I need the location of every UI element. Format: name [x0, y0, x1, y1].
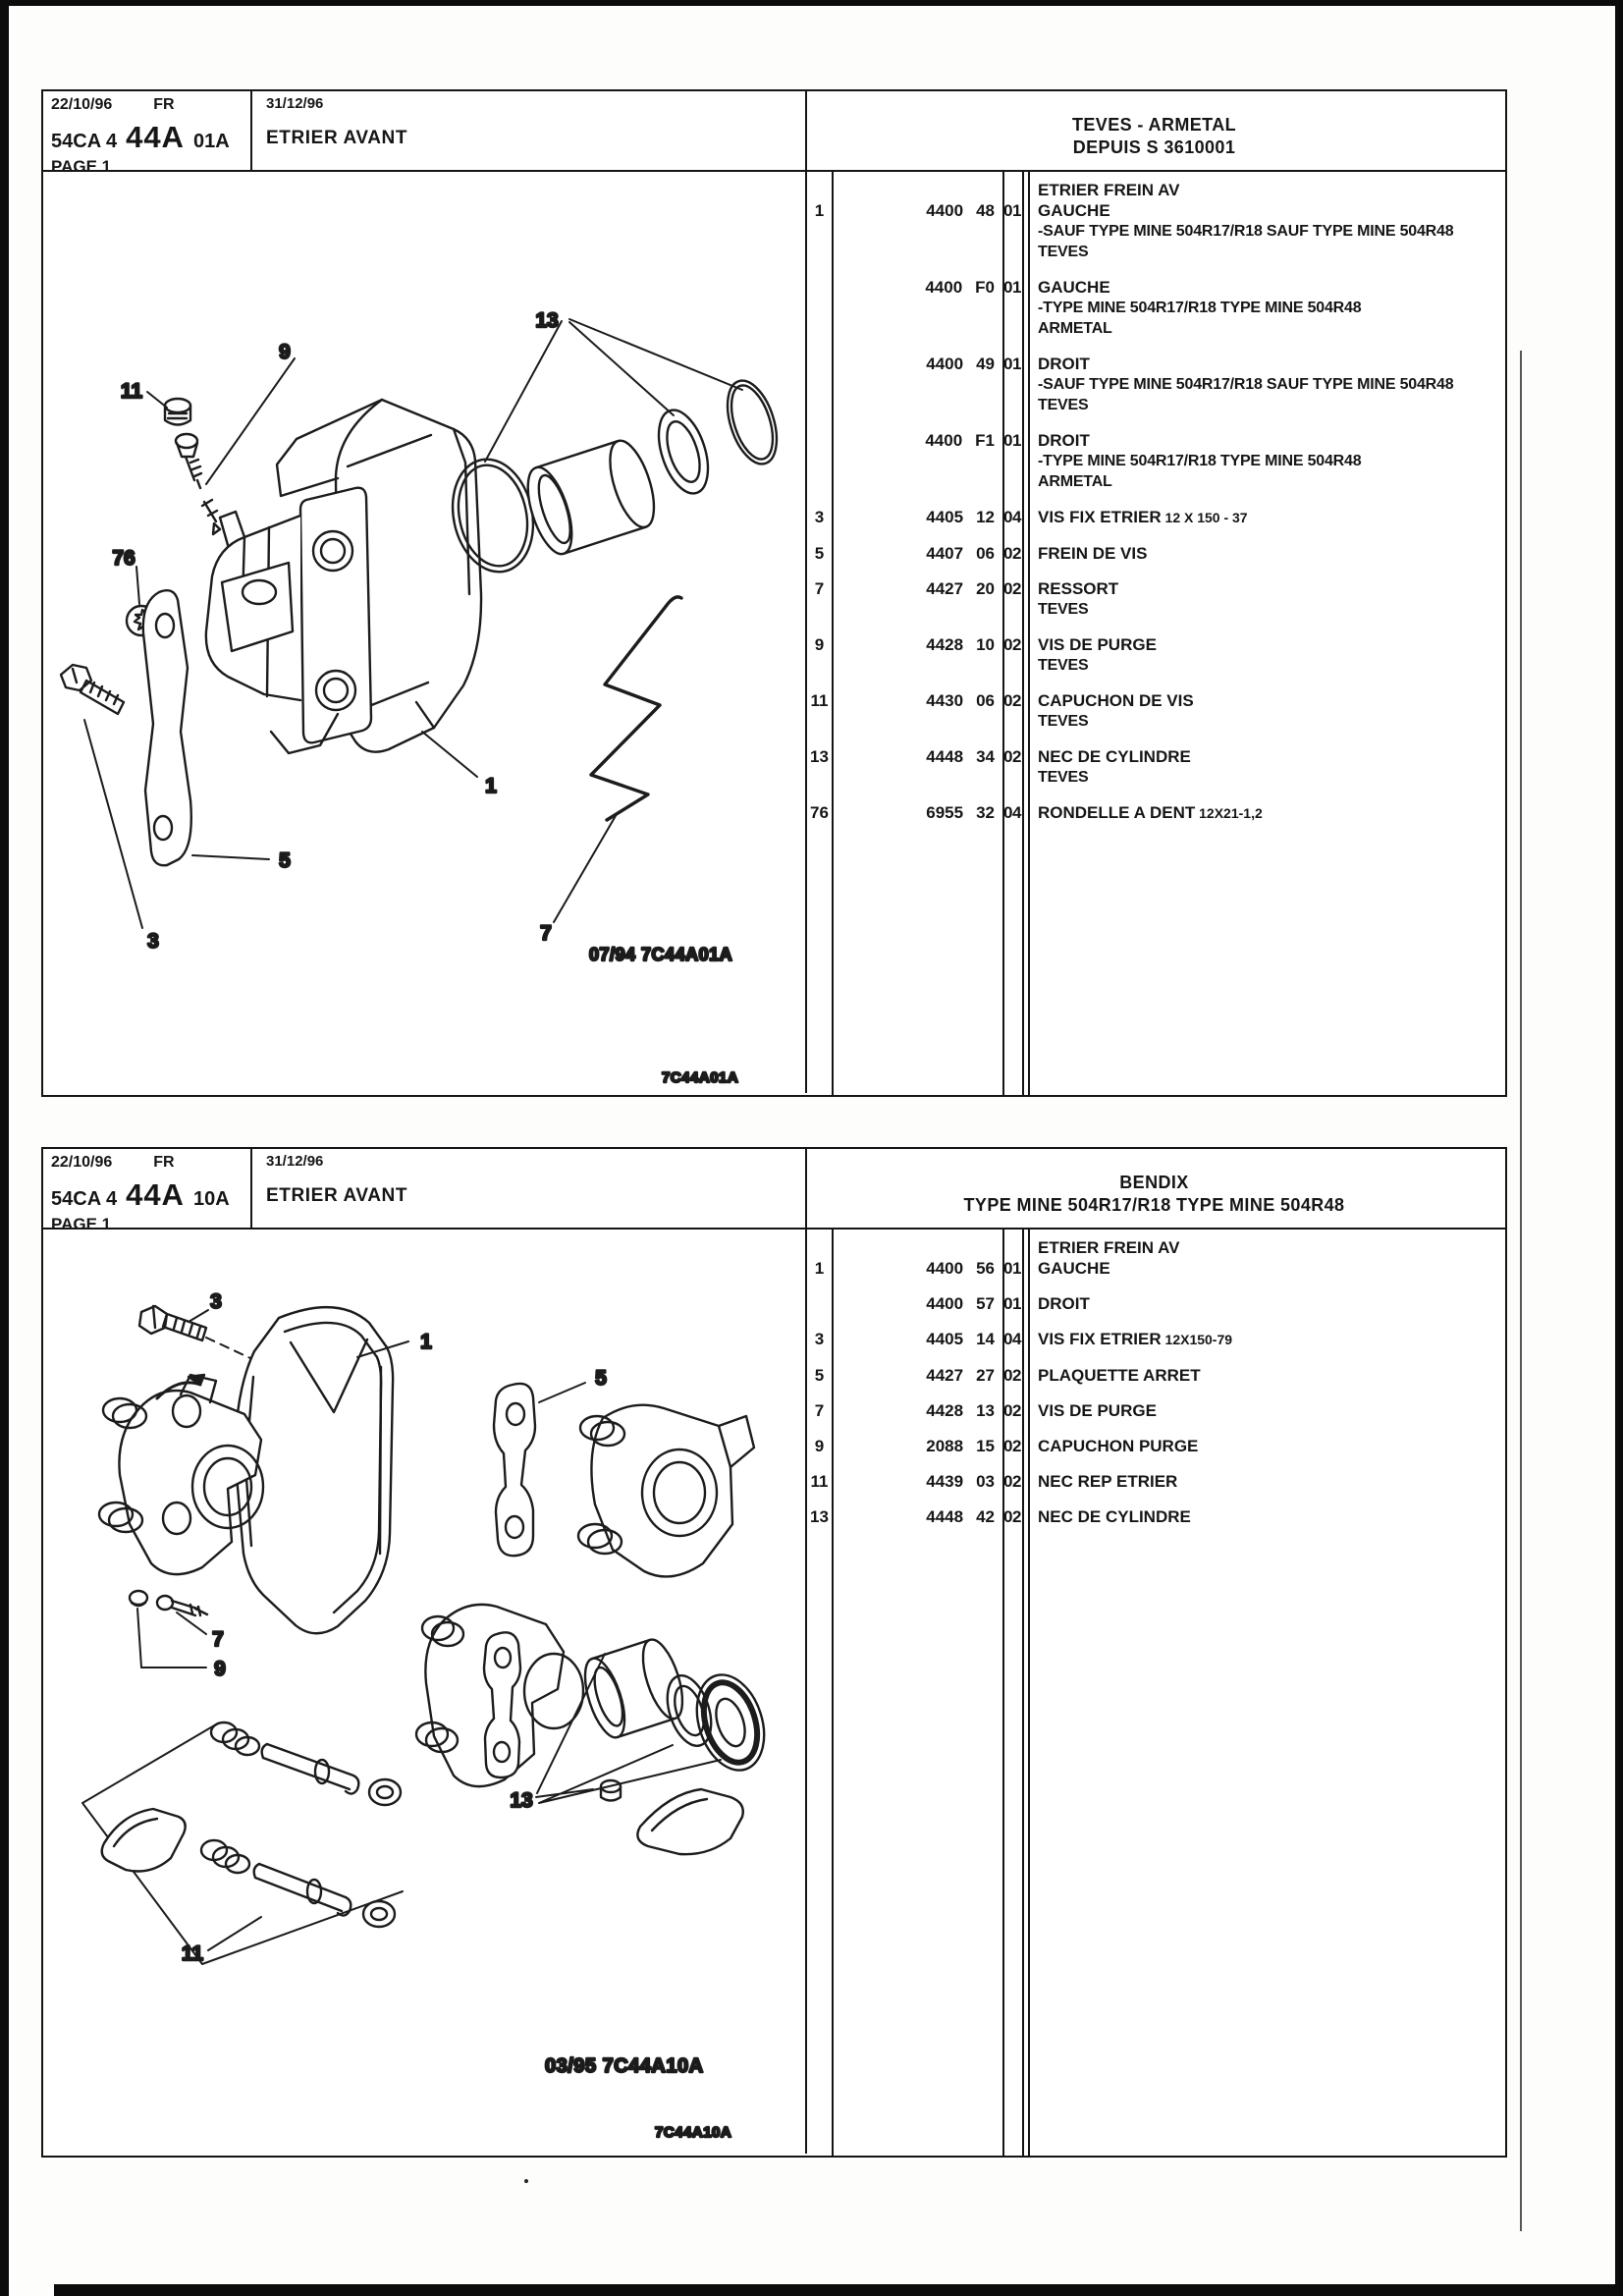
part-note: ARMETAL [1038, 320, 1112, 337]
part-label: NEC REP ETRIER [1038, 1472, 1178, 1491]
catalog-panel-bendix [41, 1147, 1507, 2158]
part-number [832, 578, 1002, 620]
callout-11: 11 [181, 1942, 204, 1965]
part-row [807, 1400, 1505, 1421]
part-row [807, 746, 1505, 788]
header-date-right: 31/12/96 [266, 1153, 324, 1170]
header-page-label: PAGE 1 [51, 157, 112, 176]
part-qty: 02 [1003, 1507, 1021, 1526]
bleed-cap-drawing [130, 1591, 147, 1606]
part-ref: 1 [814, 1259, 825, 1278]
part-qty: 02 [1003, 579, 1021, 598]
part-number [832, 430, 1002, 492]
part-ref: 3 [814, 1330, 825, 1348]
part-desc [1032, 802, 1505, 824]
part-number-group2: 03 [976, 1472, 995, 1491]
column-gap [1022, 690, 1032, 732]
header-code-main: 44A [126, 1177, 185, 1212]
part-row [807, 1471, 1505, 1492]
part-qty: 01 [1003, 1294, 1021, 1313]
part-row [807, 1237, 1505, 1279]
column-gap [1022, 1329, 1032, 1350]
bleed-screw-drawing [176, 434, 220, 534]
part-ref: 1 [814, 201, 825, 220]
part-number-group2: 42 [976, 1507, 995, 1526]
part-desc [1032, 543, 1505, 564]
part-number-group2: 20 [976, 579, 995, 598]
part-label: CAPUCHON PURGE [1038, 1437, 1199, 1455]
part-qty: 02 [1003, 544, 1021, 563]
part-number-group2: 06 [976, 691, 995, 710]
right-carrier-drawing [578, 1405, 754, 1577]
retainer-plate-drawing [143, 590, 191, 865]
part-row [807, 354, 1505, 415]
part-label: NEC DE CYLINDRE [1038, 1507, 1191, 1526]
part-ref: 9 [814, 1437, 825, 1455]
panel-header [43, 91, 1505, 176]
column-gap [1022, 634, 1032, 676]
part-number-group2: F1 [975, 431, 995, 450]
part-label: NEC DE CYLINDRE [1038, 747, 1191, 766]
part-number-group1: 4407 [926, 544, 964, 563]
callout-3: 3 [147, 930, 159, 953]
scan-artifact-line [1520, 351, 1522, 2231]
callout-5: 5 [595, 1367, 607, 1390]
part-row [807, 1436, 1505, 1456]
dust-boot-drawing [685, 1667, 776, 1779]
part-number-group2: 13 [976, 1401, 995, 1420]
part-ref: 11 [810, 1472, 829, 1491]
part-number [832, 690, 1002, 732]
column-gap [1022, 180, 1032, 262]
caliper-bolt-drawing [61, 665, 124, 714]
part-qty: 02 [1003, 747, 1021, 766]
part-desc [1032, 180, 1505, 262]
part-ref [807, 430, 832, 492]
part-row [807, 180, 1505, 262]
part-note: -TYPE MINE 504R17/R18 TYPE MINE 504R48 [1038, 300, 1362, 316]
part-number-group2: 14 [976, 1330, 995, 1348]
diagram-caption: 07/94 7C44A01A [589, 945, 733, 964]
column-gap [1022, 277, 1032, 339]
header-lang: FR [153, 1154, 175, 1171]
scan-edge-top [0, 0, 1623, 6]
part-desc [1032, 746, 1505, 788]
part-number-group1: 4448 [926, 747, 964, 766]
header-date-left: 22/10/96 [51, 1154, 113, 1171]
part-ref: 13 [810, 1507, 829, 1526]
part-row [807, 1365, 1505, 1386]
part-label: VIS FIX ETRIER 12 X 150 - 37 [1038, 508, 1248, 526]
part-number-group1: 4400 [926, 1259, 964, 1278]
part-label: RESSORT [1038, 579, 1119, 598]
part-number-group2: 12 [976, 508, 995, 526]
part-row [807, 430, 1505, 492]
column-gap [1022, 1436, 1032, 1456]
callout-1: 1 [420, 1331, 432, 1353]
part-row [807, 1506, 1505, 1527]
part-qty: 01 [1003, 278, 1021, 297]
part-desc [1032, 1506, 1505, 1527]
part-desc [1032, 507, 1505, 528]
part-qty: 04 [1003, 508, 1021, 526]
part-qty: 04 [1003, 803, 1021, 822]
brand-name: TEVES - ARMETAL [1072, 115, 1236, 135]
part-number-group1: 4427 [926, 1366, 964, 1385]
part-ref: 7 [814, 579, 825, 598]
part-desc [1032, 634, 1505, 676]
header-code-block [43, 91, 252, 176]
panel-header [43, 1149, 1505, 1233]
part-number-group2: 34 [976, 747, 995, 766]
part-row [807, 634, 1505, 676]
part-note: ARMETAL [1038, 473, 1112, 490]
part-size: 12X150-79 [1161, 1332, 1233, 1347]
part-number [832, 543, 1002, 564]
parts-group-header: ETRIER FREIN AV [1038, 181, 1180, 199]
part-ref: 3 [814, 508, 825, 526]
column-gap [1022, 746, 1032, 788]
header-code-block [43, 1149, 252, 1233]
callout-11: 11 [120, 380, 143, 403]
part-desc [1032, 1329, 1505, 1350]
part-desc [1032, 1293, 1505, 1314]
part-note: TEVES [1038, 397, 1089, 413]
part-label: VIS FIX ETRIER 12X150-79 [1038, 1330, 1233, 1348]
parts-group-header: ETRIER FREIN AV [1038, 1238, 1180, 1257]
part-label: VIS DE PURGE [1038, 1401, 1157, 1420]
column-gap [1022, 1293, 1032, 1314]
guide-pin-kit-upper [211, 1722, 401, 1805]
header-page-label: PAGE 1 [51, 1215, 112, 1233]
part-number-group1: 4428 [926, 635, 964, 654]
pad-shim-drawing [102, 1809, 186, 1872]
column-gap [1022, 543, 1032, 564]
part-number-group1: 6955 [926, 803, 964, 822]
piston-seal-drawing [649, 404, 717, 499]
scan-edge-right [1615, 0, 1623, 2296]
header-date-left: 22/10/96 [51, 96, 113, 113]
catalog-panel-teves [41, 89, 1507, 1097]
part-number-group1: 2088 [926, 1437, 964, 1455]
callout-7: 7 [540, 922, 552, 945]
part-label: DROIT [1038, 431, 1090, 450]
part-note: TEVES [1038, 713, 1089, 730]
part-row [807, 802, 1505, 824]
guide-pin-kit-lower [201, 1840, 395, 1927]
scan-edge-bottom [54, 2284, 1623, 2296]
part-qty: 04 [1003, 1330, 1021, 1348]
part-desc [1032, 430, 1505, 492]
part-desc [1032, 1436, 1505, 1456]
column-gap [1022, 1237, 1032, 1279]
part-ref: 5 [814, 544, 825, 563]
part-label: DROIT [1038, 1294, 1090, 1313]
part-row [807, 1329, 1505, 1350]
retaining-ring-drawing [718, 374, 785, 469]
part-row [807, 507, 1505, 528]
part-number [832, 1293, 1002, 1314]
exploded-view-drawing-teves [43, 172, 807, 1093]
header-code-main: 44A [126, 120, 185, 154]
part-row [807, 690, 1505, 732]
header-brand-block [807, 91, 1501, 172]
callout-13: 13 [510, 1789, 533, 1812]
part-note: TEVES [1038, 769, 1089, 786]
part-number-group1: 4428 [926, 1401, 964, 1420]
callout-9: 9 [214, 1658, 226, 1680]
part-size: 12X21-1,2 [1195, 805, 1263, 821]
part-number-group2: 57 [976, 1294, 995, 1313]
link-plate-drawing [494, 1384, 535, 1556]
part-desc [1032, 1471, 1505, 1492]
part-ref [807, 277, 832, 339]
part-number [832, 277, 1002, 339]
part-qty: 01 [1003, 431, 1021, 450]
part-number-group1: 4405 [926, 508, 964, 526]
part-number [832, 1436, 1002, 1456]
brand-applicability: TYPE MINE 504R17/R18 TYPE MINE 504R48 [963, 1195, 1345, 1215]
part-number-group2: 48 [976, 201, 995, 220]
part-ref: 11 [810, 691, 829, 710]
diagram-caption: 03/95 7C44A10A [545, 2055, 704, 2077]
part-row [807, 578, 1505, 620]
callout-13: 13 [535, 309, 559, 332]
part-qty: 01 [1003, 1259, 1021, 1278]
part-row [807, 277, 1505, 339]
part-number [832, 802, 1002, 824]
part-label: VIS DE PURGE [1038, 635, 1157, 654]
part-qty: 02 [1003, 1472, 1021, 1491]
parts-list [807, 172, 1505, 1095]
header-code-prefix: 54CA 4 [51, 131, 118, 152]
part-desc [1032, 277, 1505, 339]
part-number-group2: 32 [976, 803, 995, 822]
part-qty: 02 [1003, 1366, 1021, 1385]
callout-5: 5 [279, 849, 291, 872]
part-number [832, 507, 1002, 528]
part-ref: 13 [810, 747, 829, 766]
part-ref: 5 [814, 1366, 825, 1385]
part-qty: 02 [1003, 1437, 1021, 1455]
diagram-plate-code: 7C44A01A [662, 1069, 739, 1086]
part-label: GAUCHE [1038, 1259, 1110, 1278]
part-number-group2: 49 [976, 355, 995, 373]
part-desc [1032, 578, 1505, 620]
bleed-cap-drawing [165, 399, 190, 425]
callout-9: 9 [279, 341, 291, 363]
callout-76: 76 [112, 547, 135, 570]
part-number-group1: 4400 [926, 201, 964, 220]
part-number [832, 1237, 1002, 1279]
part-number-group2: 27 [976, 1366, 995, 1385]
exploded-view-drawing-bendix [43, 1230, 807, 2154]
column-gap [1022, 354, 1032, 415]
part-qty: 02 [1003, 1401, 1021, 1420]
scan-edge-left [0, 0, 9, 2296]
part-number-group1: 4405 [926, 1330, 964, 1348]
header-title-block [252, 91, 807, 172]
header-code-suffix: 01A [192, 131, 230, 152]
part-note: TEVES [1038, 657, 1089, 674]
part-qty: 01 [1003, 355, 1021, 373]
part-qty: 02 [1003, 635, 1021, 654]
part-number-group1: 4400 [925, 431, 963, 450]
part-desc [1032, 1237, 1505, 1279]
part-number [832, 1400, 1002, 1421]
bleed-screw-drawing [157, 1596, 207, 1615]
part-number [832, 180, 1002, 262]
part-ref: 76 [810, 803, 829, 822]
part-desc [1032, 690, 1505, 732]
column-gap [1022, 1400, 1032, 1421]
column-gap [1022, 430, 1032, 492]
column-gap [1022, 507, 1032, 528]
part-ref [807, 354, 832, 415]
header-code-prefix: 54CA 4 [51, 1188, 118, 1210]
scan-speck [524, 2179, 528, 2183]
part-label: PLAQUETTE ARRET [1038, 1366, 1201, 1385]
part-number [832, 354, 1002, 415]
header-code-suffix: 10A [192, 1188, 230, 1210]
header-brand-block [807, 1149, 1501, 1230]
column-gap [1022, 802, 1032, 824]
part-number-group1: 4400 [925, 278, 963, 297]
part-number-group2: 15 [976, 1437, 995, 1455]
part-qty: 01 [1003, 201, 1021, 220]
part-row [807, 543, 1505, 564]
part-label: GAUCHE [1038, 201, 1110, 220]
part-note: -SAUF TYPE MINE 504R17/R18 SAUF TYPE MINE 504R48 [1038, 376, 1454, 393]
part-note: -SAUF TYPE MINE 504R17/R18 SAUF TYPE MINE 504R48 [1038, 223, 1454, 240]
pad-spring-drawing [591, 597, 681, 820]
header-title-block [252, 1149, 807, 1230]
parts-list [807, 1230, 1505, 2156]
center-carrier-drawing [416, 1605, 583, 1786]
part-number-group1: 4448 [926, 1507, 964, 1526]
column-gap [1022, 1471, 1032, 1492]
part-number-group1: 4427 [926, 579, 964, 598]
part-note: -TYPE MINE 504R17/R18 TYPE MINE 504R48 [1038, 453, 1362, 469]
column-gap [1022, 1506, 1032, 1527]
part-note: TEVES [1038, 244, 1089, 260]
part-number [832, 1365, 1002, 1386]
callout-7: 7 [212, 1628, 224, 1651]
header-lang: FR [153, 96, 175, 113]
page-title: ETRIER AVANT [266, 1185, 408, 1206]
column-gap [1022, 1365, 1032, 1386]
part-number [832, 1506, 1002, 1527]
part-label: GAUCHE [1038, 278, 1110, 297]
part-number [832, 634, 1002, 676]
part-desc [1032, 1400, 1505, 1421]
part-ref: 7 [814, 1401, 825, 1420]
pad-shim-drawing [637, 1789, 742, 1854]
part-number [832, 1329, 1002, 1350]
part-number-group1: 4400 [926, 355, 964, 373]
part-number [832, 746, 1002, 788]
piston-drawing [519, 435, 663, 559]
diagram-plate-code: 7C44A10A [655, 2124, 732, 2141]
part-qty: 02 [1003, 691, 1021, 710]
part-number-group2: 06 [976, 544, 995, 563]
part-number-group2: 10 [976, 635, 995, 654]
brand-applicability: DEPUIS S 3610001 [1072, 137, 1236, 157]
part-number-group2: F0 [975, 278, 995, 297]
column-gap [1022, 578, 1032, 620]
part-desc [1032, 354, 1505, 415]
callout-3: 3 [210, 1290, 222, 1313]
part-note: TEVES [1038, 601, 1089, 618]
part-label: CAPUCHON DE VIS [1038, 691, 1194, 710]
part-number [832, 1471, 1002, 1492]
part-label: DROIT [1038, 355, 1090, 373]
part-row [807, 1293, 1505, 1314]
page-title: ETRIER AVANT [266, 128, 408, 148]
callout-1: 1 [485, 775, 497, 797]
part-ref: 9 [814, 635, 825, 654]
part-number-group1: 4400 [926, 1294, 964, 1313]
header-date-right: 31/12/96 [266, 95, 324, 112]
part-ref [807, 1293, 832, 1314]
caliper-body-drawing [206, 400, 481, 753]
part-number-group2: 56 [976, 1259, 995, 1278]
part-number-group1: 4430 [926, 691, 964, 710]
part-size: 12 X 150 - 37 [1161, 510, 1248, 525]
part-label: FREIN DE VIS [1038, 544, 1148, 563]
part-number-group1: 4439 [926, 1472, 964, 1491]
part-desc [1032, 1365, 1505, 1386]
part-label: RONDELLE A DENT 12X21-1,2 [1038, 803, 1263, 822]
brand-name: BENDIX [1119, 1173, 1189, 1192]
